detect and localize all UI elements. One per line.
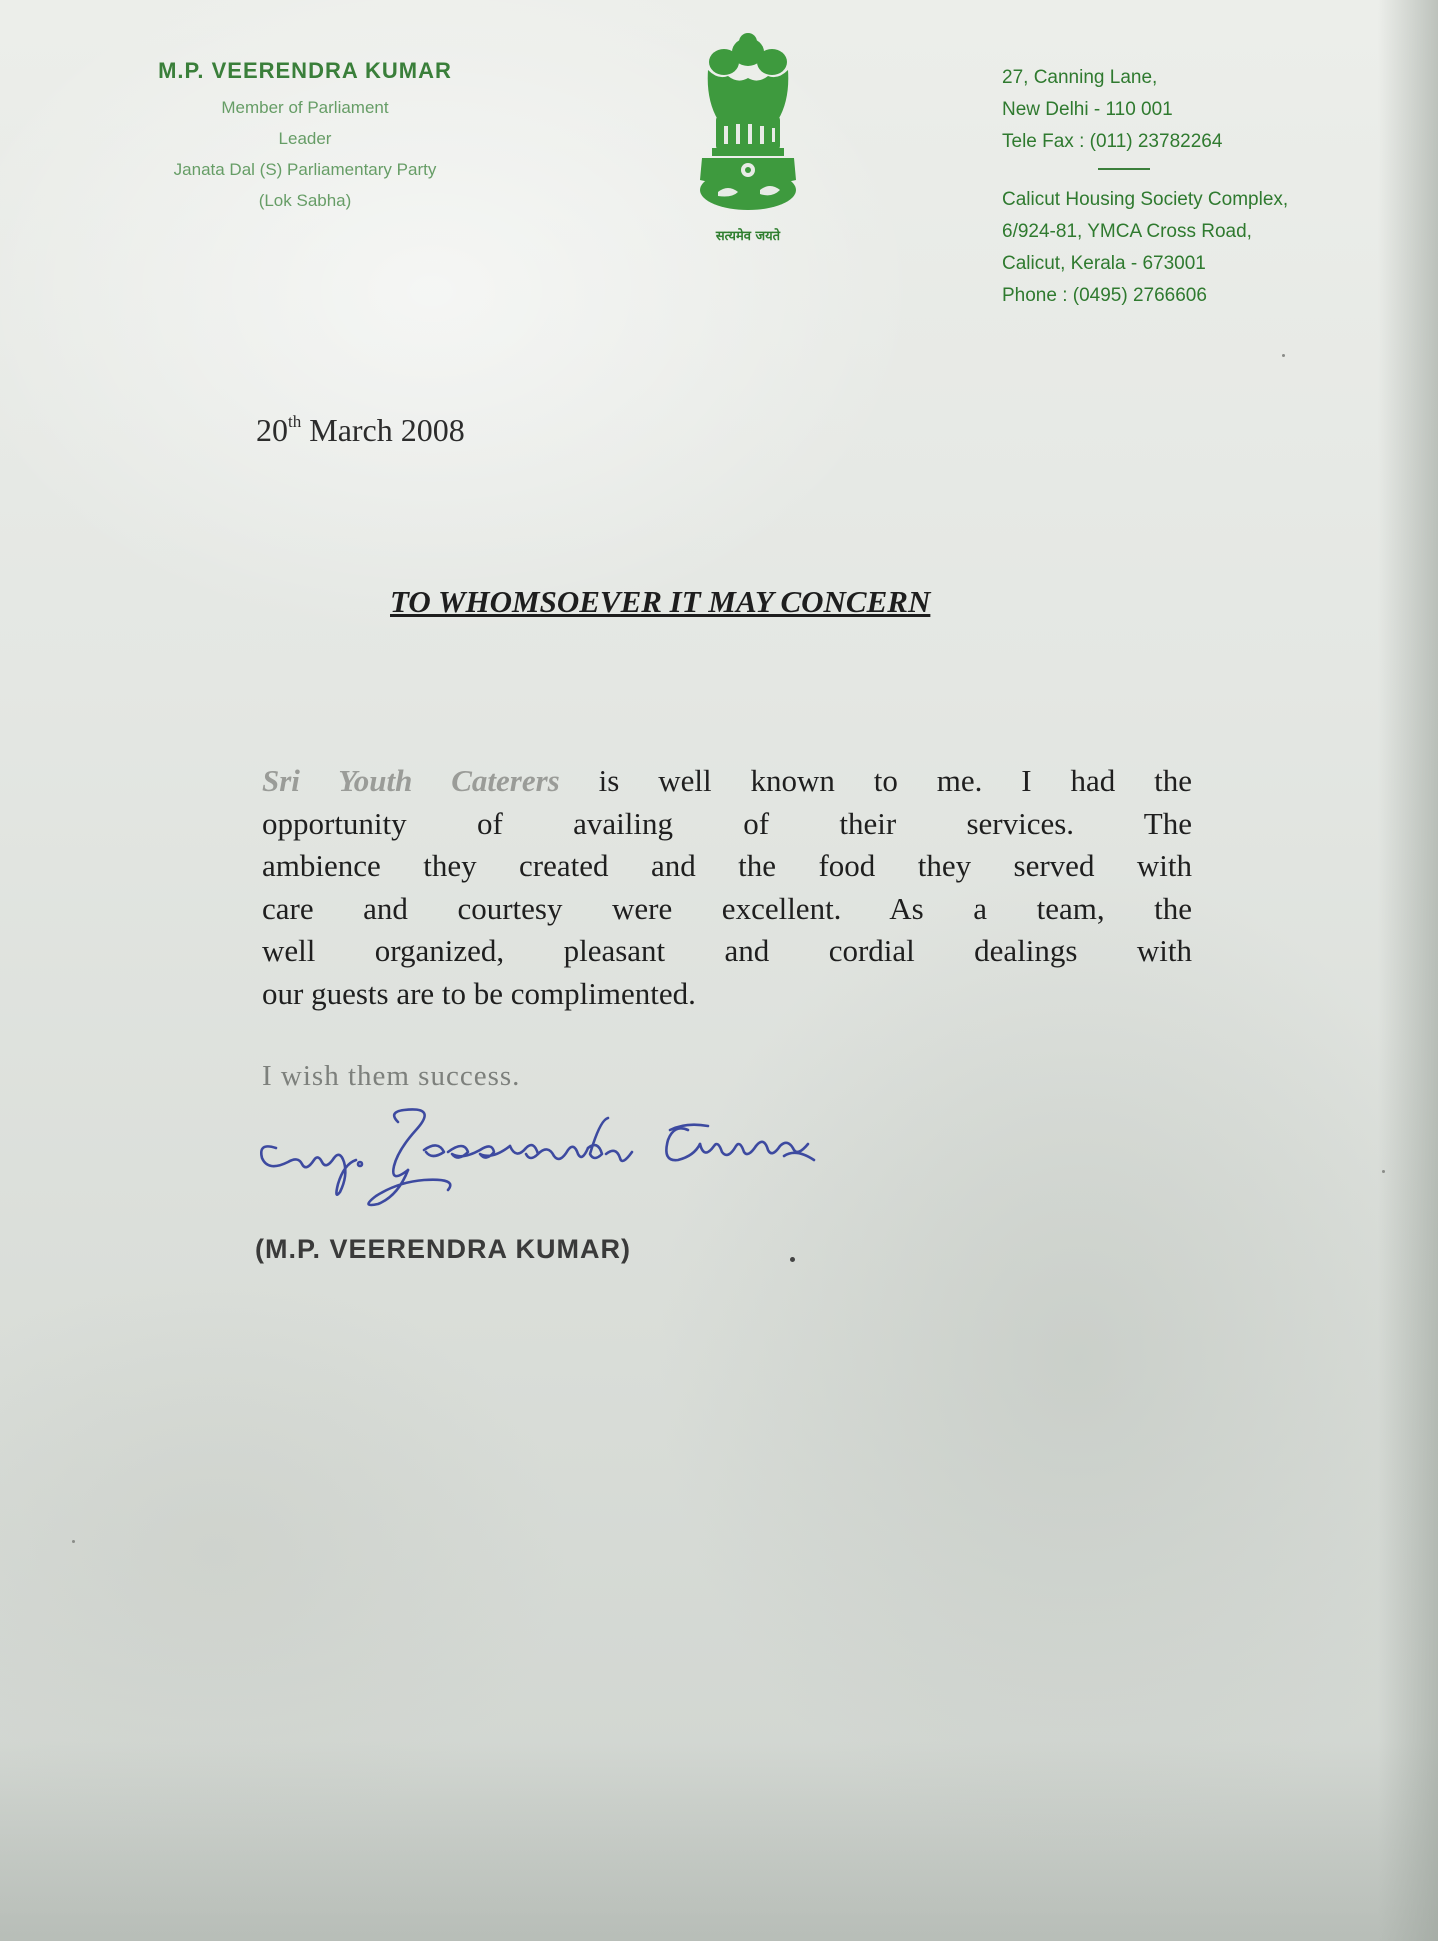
stray-dot (790, 1257, 795, 1262)
calicut-address-line-1: Calicut Housing Society Complex, (1002, 189, 1289, 210)
body-line-1-text: is well known to me. I had the (559, 763, 1192, 798)
paper-shadow-bottom (0, 1741, 1438, 1941)
letterhead-designation: Member of Parliament (221, 98, 389, 117)
body-line-2: opportunity of availing of their services. The (262, 805, 1192, 841)
body-line-4: care and courtesy were excellent. As a team, the (262, 890, 1192, 926)
body-line-5: well organized, pleasant and cordial dealings with (262, 933, 1192, 968)
delhi-address-line-2: New Delhi - 110 001 (1002, 99, 1173, 120)
letter-heading: TO WHOMSOEVER IT MAY CONCERN (390, 584, 931, 619)
letterhead-house: (Lok Sabha) (258, 191, 352, 210)
closing-line: I wish them success. (262, 1060, 521, 1092)
letter-body (262, 760, 1192, 1015)
letterhead-left (100, 58, 510, 216)
body-line-6: our guests are to be complimented. (262, 975, 696, 1011)
letterhead-party: Janata Dal (S) Parliamentary Party (173, 160, 437, 179)
calicut-address-line-3: Calicut, Kerala - 673001 (1002, 253, 1206, 274)
signatory-name: (M.P. VEERENDRA KUMAR) (255, 1234, 632, 1264)
date-month-year: March 2008 (301, 412, 465, 448)
delhi-telefax: Tele Fax : (011) 23782264 (1002, 131, 1223, 152)
date-day: 20 (256, 412, 288, 448)
letterhead-right (1002, 62, 1402, 312)
paper-speck (1382, 1170, 1385, 1173)
address-divider (1098, 168, 1150, 170)
letter-date (256, 412, 465, 449)
paper-speck (72, 1540, 75, 1543)
emblem-caption: सत्यमेव जयते (715, 229, 781, 244)
calicut-address-line-2: 6/924-81, YMCA Cross Road, (1002, 221, 1252, 242)
body-line-1 (262, 760, 1192, 803)
handwritten-signature-icon (248, 1100, 828, 1210)
paper-speck (1282, 354, 1285, 357)
national-emblem-icon (688, 30, 808, 245)
letterhead-role: Leader (278, 129, 332, 148)
date-suffix: th (288, 412, 302, 431)
delhi-address-line-1: 27, Canning Lane, (1002, 67, 1158, 88)
calicut-phone: Phone : (0495) 2766606 (1002, 285, 1207, 306)
caterer-name: Sri Youth Caterers (262, 763, 560, 798)
letterhead-name: M.P. VEERENDRA KUMAR (158, 58, 452, 83)
body-line-3: ambience they created and the food they served with (262, 848, 1192, 883)
